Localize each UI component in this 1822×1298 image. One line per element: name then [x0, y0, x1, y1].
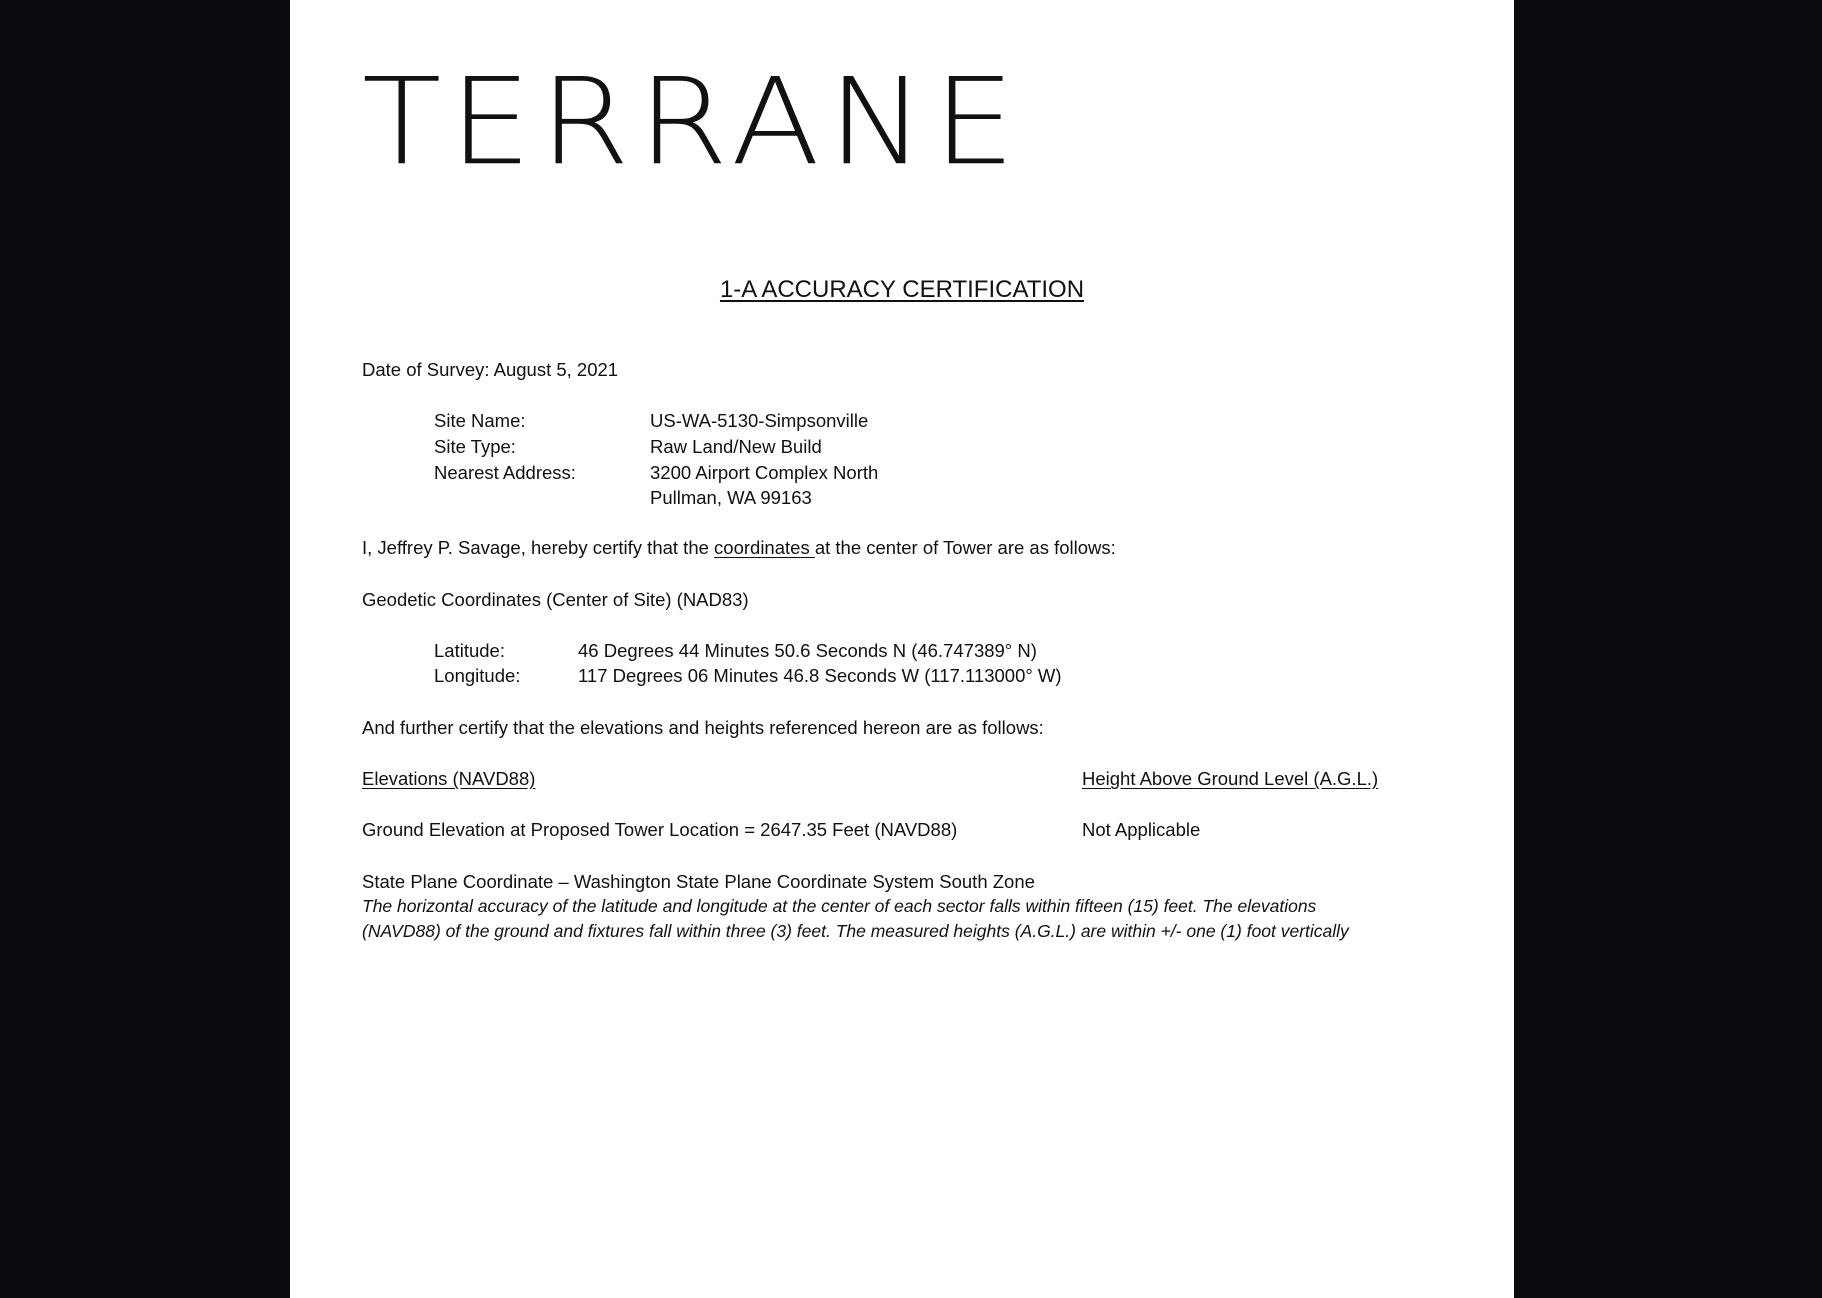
certify-text-after: at the center of Tower are as follows: [814, 537, 1116, 558]
document-page [290, 0, 1514, 1298]
agl-value: Not Applicable [1082, 819, 1201, 840]
site-type-value: Raw Land/New Build [650, 436, 822, 457]
survey-date: Date of Survey: August 5, 2021 [362, 359, 619, 380]
address-line-1: 3200 Airport Complex North [650, 462, 879, 483]
certify-text-underlined: coordinates [714, 537, 815, 558]
certify-text-before: I, Jeffrey P. Savage, hereby certify that the [362, 537, 715, 558]
elevations-heading: Elevations (NAVD88) [362, 768, 536, 789]
agl-heading: Height Above Ground Level (A.G.L.) [1082, 768, 1379, 789]
ground-elevation: Ground Elevation at Proposed Tower Location = 2647.35 Feet (NAVD88) [362, 819, 958, 840]
state-plane-text: State Plane Coordinate – Washington State Plane Coordinate System South Zone [362, 871, 1035, 892]
site-name-value: US-WA-5130-Simpsonville [650, 410, 869, 431]
address-line-2: Pullman, WA 99163 [650, 487, 812, 508]
longitude-value: 117 Degrees 06 Minutes 46.8 Seconds W (117.113000° W) [578, 665, 1062, 686]
accuracy-note-line-2: (NAVD88) of the ground and fixtures fall within three (3) feet. The measured heights (A.G.L.) are within +/- one (1) foot vertically [362, 921, 1349, 941]
site-name-label: Site Name: [434, 410, 526, 431]
latitude-value: 46 Degrees 44 Minutes 50.6 Seconds N (46.747389° N) [578, 640, 1037, 661]
longitude-label: Longitude: [434, 665, 521, 686]
accuracy-note-line-1: The horizontal accuracy of the latitude and longitude at the center of each sector falls within fifteen (15) feet. The elevations [362, 896, 1317, 916]
site-type-label: Site Type: [434, 436, 516, 457]
company-logo: TERRANE [362, 51, 1024, 192]
address-label: Nearest Address: [434, 462, 576, 483]
further-certify-text: And further certify that the elevations and heights referenced hereon are as follows: [362, 717, 1044, 738]
document-title: 1-A ACCURACY CERTIFICATION [719, 276, 1085, 303]
latitude-label: Latitude: [434, 640, 505, 661]
certification-statement [362, 539, 1116, 558]
geodetic-heading: Geodetic Coordinates (Center of Site) (NAD83) [362, 589, 749, 610]
